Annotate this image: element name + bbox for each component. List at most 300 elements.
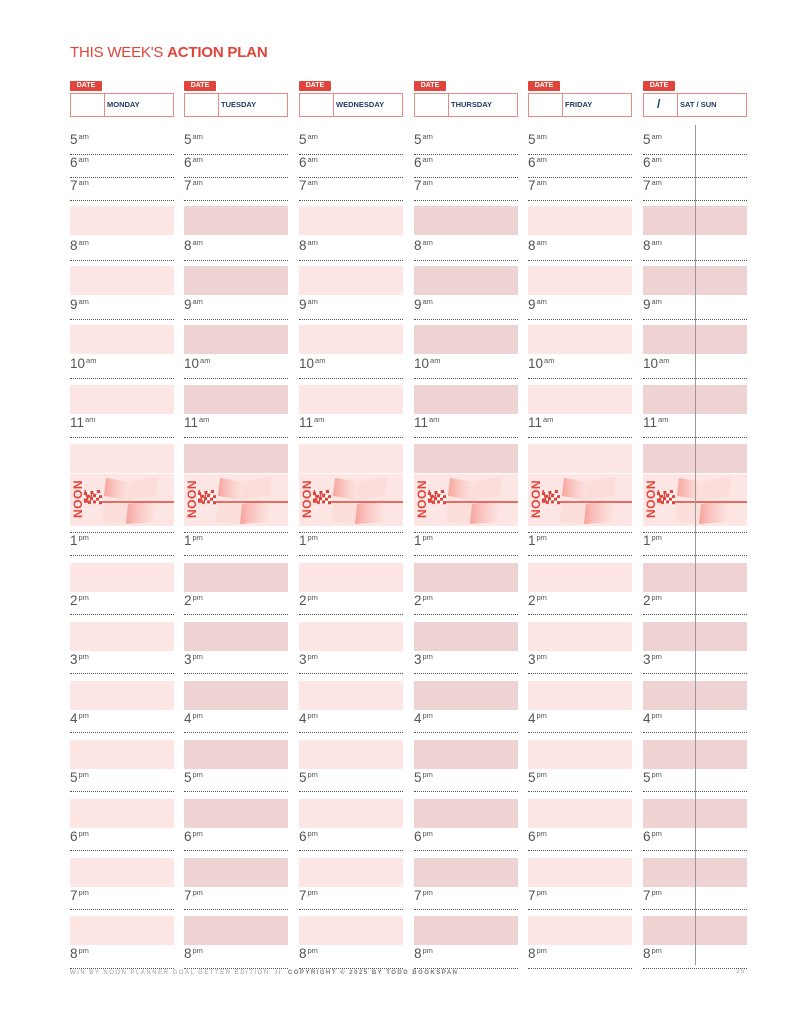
dotted-divider [528, 319, 632, 320]
hour-suffix: pm [651, 711, 662, 720]
hour-suffix: pm [536, 888, 547, 897]
time-slot[interactable] [528, 266, 632, 295]
date-box-divider [562, 94, 563, 116]
hour-suffix: pm [192, 946, 203, 955]
dotted-divider [184, 968, 288, 969]
page-number: 25 [736, 968, 746, 975]
time-slot[interactable] [70, 266, 174, 295]
hour-number: 6 [643, 829, 651, 844]
time-slot[interactable] [528, 740, 632, 769]
hour-label [299, 946, 318, 962]
hour-suffix: pm [536, 946, 547, 955]
hour-number: 5 [70, 770, 78, 785]
dotted-divider [528, 791, 632, 792]
dotted-divider [414, 555, 518, 556]
time-slot[interactable] [70, 622, 174, 651]
hour-number: 9 [299, 297, 307, 312]
hour-suffix: pm [536, 829, 547, 838]
time-slot[interactable] [184, 681, 288, 710]
hour-suffix: am [422, 155, 433, 164]
hour-label [184, 533, 203, 549]
time-slot[interactable] [414, 858, 518, 887]
hour-label [299, 356, 325, 372]
hour-label [299, 155, 318, 171]
hour-number: 2 [414, 593, 422, 608]
time-slot[interactable] [528, 858, 632, 887]
hour-suffix: pm [422, 946, 433, 955]
hour-label [299, 829, 318, 845]
hour-suffix: pm [536, 711, 547, 720]
hour-number: 2 [643, 593, 651, 608]
hour-number: 9 [528, 297, 536, 312]
hour-number: 10 [70, 356, 86, 371]
hour-number: 11 [643, 415, 658, 430]
time-slot[interactable] [299, 385, 403, 414]
dotted-divider [299, 378, 403, 379]
hour-number: 5 [414, 770, 422, 785]
date-input-box[interactable] [528, 93, 632, 117]
hour-number: 10 [184, 356, 200, 371]
date-tag: DATE [70, 81, 102, 91]
day-name: MONDAY [107, 100, 140, 109]
time-slot[interactable] [184, 444, 288, 473]
hour-suffix: am [200, 356, 211, 365]
time-slot[interactable] [299, 622, 403, 651]
time-slot[interactable] [414, 206, 518, 235]
hour-number: 6 [70, 155, 78, 170]
hour-label [414, 178, 433, 194]
day-column [414, 0, 518, 1000]
time-slot[interactable] [184, 622, 288, 651]
hour-suffix: pm [78, 593, 89, 602]
hour-suffix: am [658, 415, 669, 424]
dotted-divider [414, 968, 518, 969]
noon-marker [70, 474, 174, 526]
hour-suffix: am [307, 178, 318, 187]
time-slot[interactable] [184, 266, 288, 295]
dotted-divider [70, 850, 174, 851]
time-slot[interactable] [70, 916, 174, 945]
time-slot[interactable] [528, 385, 632, 414]
hour-label [643, 132, 662, 148]
hour-suffix: pm [651, 946, 662, 955]
date-input-box[interactable] [414, 93, 518, 117]
hour-suffix: pm [651, 770, 662, 779]
hour-label [184, 356, 210, 372]
hour-number: 10 [528, 356, 544, 371]
hour-label [643, 652, 662, 668]
date-input-box[interactable] [70, 93, 174, 117]
time-slot[interactable] [299, 681, 403, 710]
time-slot[interactable] [184, 799, 288, 828]
hour-number: 1 [184, 533, 192, 548]
hour-number: 7 [184, 178, 192, 193]
hour-label [70, 356, 96, 372]
dotted-divider [414, 909, 518, 910]
hour-number: 5 [528, 770, 536, 785]
date-box-divider [104, 94, 105, 116]
hour-label [528, 178, 547, 194]
hour-number: 8 [299, 238, 307, 253]
time-slot[interactable] [528, 622, 632, 651]
date-input-box[interactable] [299, 93, 403, 117]
checkered-flag-icon [528, 474, 632, 526]
hour-number: 7 [299, 178, 307, 193]
hour-label [299, 533, 318, 549]
hour-label [528, 770, 547, 786]
time-slot[interactable] [414, 799, 518, 828]
dotted-divider [184, 850, 288, 851]
hour-suffix: am [307, 238, 318, 247]
hour-suffix: pm [192, 711, 203, 720]
hour-number: 4 [184, 711, 192, 726]
date-tag: DATE [184, 81, 216, 91]
hour-suffix: pm [422, 652, 433, 661]
date-box-divider [218, 94, 219, 116]
hour-label [414, 297, 433, 313]
hour-number: 3 [299, 652, 307, 667]
day-name: TUESDAY [221, 100, 257, 109]
hour-number: 4 [528, 711, 536, 726]
day-name: SAT / SUN [680, 100, 717, 109]
time-slot[interactable] [414, 444, 518, 473]
hour-label [643, 533, 662, 549]
time-slot[interactable] [299, 858, 403, 887]
time-slot[interactable] [184, 563, 288, 592]
dotted-divider [528, 968, 632, 969]
hour-suffix: pm [307, 770, 318, 779]
time-slot[interactable] [528, 799, 632, 828]
hour-number: 2 [528, 593, 536, 608]
hour-suffix: pm [307, 829, 318, 838]
hour-number: 11 [70, 415, 85, 430]
hour-label [70, 888, 89, 904]
date-box-divider [333, 94, 334, 116]
hour-label [528, 593, 547, 609]
page-title-bold: ACTION PLAN [167, 44, 268, 61]
dotted-divider [299, 909, 403, 910]
hour-suffix: pm [307, 946, 318, 955]
time-slot[interactable] [184, 206, 288, 235]
hour-number: 6 [70, 829, 78, 844]
dotted-divider [528, 260, 632, 261]
time-slot[interactable] [528, 681, 632, 710]
hour-label [70, 155, 89, 171]
hour-label [184, 415, 209, 431]
dotted-divider [299, 260, 403, 261]
time-slot[interactable] [70, 681, 174, 710]
hour-suffix: pm [307, 533, 318, 542]
day-column [70, 0, 174, 1000]
hour-suffix: pm [78, 829, 89, 838]
dotted-divider [70, 437, 174, 438]
hour-suffix: am [659, 356, 670, 365]
hour-suffix: pm [192, 593, 203, 602]
dotted-divider [299, 319, 403, 320]
time-slot[interactable] [184, 325, 288, 354]
time-slot[interactable] [414, 622, 518, 651]
time-slot[interactable] [528, 325, 632, 354]
time-slot[interactable] [299, 916, 403, 945]
hour-suffix: pm [192, 652, 203, 661]
hour-suffix: am [78, 297, 89, 306]
hour-label [528, 155, 547, 171]
hour-label [414, 155, 433, 171]
hour-label [414, 652, 433, 668]
dotted-divider [299, 968, 403, 969]
hour-label [528, 297, 547, 313]
hour-number: 5 [528, 132, 536, 147]
hour-number: 4 [70, 711, 78, 726]
hour-suffix: pm [651, 652, 662, 661]
dotted-divider [414, 260, 518, 261]
hour-label [299, 415, 324, 431]
noon-label: NOON [185, 480, 199, 518]
dotted-divider [414, 614, 518, 615]
hour-number: 1 [70, 533, 78, 548]
time-slot[interactable] [299, 266, 403, 295]
dotted-divider [299, 791, 403, 792]
hour-label [70, 770, 89, 786]
hour-number: 7 [414, 888, 422, 903]
hour-number: 8 [184, 238, 192, 253]
hour-suffix: am [78, 132, 89, 141]
time-slot[interactable] [299, 740, 403, 769]
time-slot[interactable] [414, 916, 518, 945]
time-slot[interactable] [528, 563, 632, 592]
hour-label [299, 238, 318, 254]
dotted-divider [70, 909, 174, 910]
time-slot[interactable] [414, 740, 518, 769]
time-slot[interactable] [299, 799, 403, 828]
hour-number: 7 [643, 888, 651, 903]
time-slot[interactable] [70, 444, 174, 473]
dotted-divider [70, 200, 174, 201]
time-slot[interactable] [70, 858, 174, 887]
dotted-divider [184, 673, 288, 674]
hour-number: 10 [414, 356, 430, 371]
hour-label [414, 593, 433, 609]
hour-number: 5 [299, 132, 307, 147]
hour-suffix: pm [422, 888, 433, 897]
time-slot[interactable] [70, 740, 174, 769]
hour-number: 6 [184, 155, 192, 170]
hour-suffix: am [85, 415, 96, 424]
time-slot[interactable] [528, 444, 632, 473]
time-slot[interactable] [184, 385, 288, 414]
hour-label [299, 770, 318, 786]
hour-number: 6 [414, 155, 422, 170]
dotted-divider [299, 732, 403, 733]
hour-label [414, 888, 433, 904]
dotted-divider [184, 909, 288, 910]
hour-suffix: am [192, 297, 203, 306]
hour-number: 6 [528, 829, 536, 844]
hour-label [184, 238, 203, 254]
dotted-divider [414, 791, 518, 792]
dotted-divider [70, 732, 174, 733]
hour-label [414, 356, 440, 372]
hour-number: 9 [414, 297, 422, 312]
time-slot[interactable] [414, 325, 518, 354]
time-slot[interactable] [299, 206, 403, 235]
dotted-divider [414, 378, 518, 379]
hour-suffix: am [192, 178, 203, 187]
hour-label [70, 829, 89, 845]
hour-label [184, 297, 203, 313]
hour-label [299, 593, 318, 609]
hour-suffix: pm [422, 533, 433, 542]
time-slot[interactable] [299, 325, 403, 354]
dotted-divider [414, 319, 518, 320]
dotted-divider [528, 850, 632, 851]
hour-number: 3 [643, 652, 651, 667]
hour-suffix: pm [78, 652, 89, 661]
dotted-divider [70, 319, 174, 320]
dotted-divider [414, 850, 518, 851]
hour-label [528, 533, 547, 549]
hour-number: 11 [299, 415, 314, 430]
hour-label [299, 178, 318, 194]
hour-label [528, 711, 547, 727]
hour-label [643, 415, 668, 431]
hour-number: 8 [70, 238, 78, 253]
hour-suffix: pm [307, 888, 318, 897]
hour-suffix: am [78, 238, 89, 247]
hour-suffix: pm [307, 711, 318, 720]
hour-suffix: pm [651, 829, 662, 838]
noon-marker [299, 474, 403, 526]
dotted-divider [184, 319, 288, 320]
hour-suffix: pm [536, 652, 547, 661]
weekend-split-line [695, 125, 696, 965]
hour-number: 3 [528, 652, 536, 667]
dotted-divider [70, 260, 174, 261]
hour-number: 6 [528, 155, 536, 170]
hour-number: 3 [70, 652, 78, 667]
hour-label [299, 888, 318, 904]
hour-label [414, 829, 433, 845]
checkered-flag-icon [414, 474, 518, 526]
hour-label [70, 132, 89, 148]
hour-suffix: am [192, 238, 203, 247]
hour-label [528, 356, 554, 372]
hour-label [528, 652, 547, 668]
time-slot[interactable] [70, 325, 174, 354]
time-slot[interactable] [414, 563, 518, 592]
hour-label [528, 888, 547, 904]
hour-suffix: pm [536, 593, 547, 602]
day-column [184, 0, 288, 1000]
date-input-box[interactable] [643, 93, 747, 117]
hour-suffix: pm [78, 533, 89, 542]
time-slot[interactable] [414, 266, 518, 295]
checkered-flag-icon [299, 474, 403, 526]
hour-label [70, 946, 89, 962]
hour-number: 5 [643, 132, 651, 147]
hour-number: 6 [643, 155, 651, 170]
dotted-divider [299, 555, 403, 556]
dotted-divider [184, 437, 288, 438]
hour-number: 4 [299, 711, 307, 726]
time-slot[interactable] [414, 385, 518, 414]
time-slot[interactable] [70, 385, 174, 414]
time-slot[interactable] [184, 858, 288, 887]
hour-number: 7 [299, 888, 307, 903]
hour-suffix: am [536, 155, 547, 164]
day-name: THURSDAY [451, 100, 492, 109]
hour-number: 10 [643, 356, 659, 371]
time-slot[interactable] [299, 444, 403, 473]
time-slot[interactable] [70, 563, 174, 592]
dotted-divider [528, 437, 632, 438]
time-slot[interactable] [184, 740, 288, 769]
hour-suffix: am [192, 155, 203, 164]
hour-number: 2 [299, 593, 307, 608]
time-slot[interactable] [70, 206, 174, 235]
hour-number: 2 [70, 593, 78, 608]
hour-label [70, 711, 89, 727]
hour-label [414, 238, 433, 254]
hour-number: 1 [528, 533, 536, 548]
hour-number: 5 [414, 132, 422, 147]
hour-label [70, 415, 95, 431]
hour-label [70, 652, 89, 668]
hour-suffix: am [422, 238, 433, 247]
hour-suffix: pm [192, 829, 203, 838]
dotted-divider [528, 909, 632, 910]
hour-label [184, 155, 203, 171]
hour-number: 8 [414, 946, 422, 961]
time-slot[interactable] [184, 916, 288, 945]
hour-suffix: am [544, 356, 555, 365]
date-slash: / [657, 97, 661, 111]
hour-suffix: pm [536, 770, 547, 779]
hour-label [643, 593, 662, 609]
time-slot[interactable] [414, 681, 518, 710]
hour-label [643, 888, 662, 904]
hour-suffix: pm [651, 593, 662, 602]
checkered-flag-icon [70, 474, 174, 526]
dotted-divider [528, 732, 632, 733]
hour-label [643, 946, 662, 962]
noon-label: NOON [300, 480, 314, 518]
hour-label [414, 770, 433, 786]
date-input-box[interactable] [184, 93, 288, 117]
hour-label [70, 593, 89, 609]
hour-label [299, 132, 318, 148]
time-slot[interactable] [299, 563, 403, 592]
dotted-divider [299, 850, 403, 851]
time-slot[interactable] [70, 799, 174, 828]
hour-suffix: pm [307, 652, 318, 661]
hour-suffix: am [422, 132, 433, 141]
hour-suffix: am [543, 415, 554, 424]
hour-label [70, 178, 89, 194]
time-slot[interactable] [528, 916, 632, 945]
time-slot[interactable] [528, 206, 632, 235]
hour-number: 11 [184, 415, 199, 430]
hour-suffix: am [536, 238, 547, 247]
hour-suffix: am [430, 356, 441, 365]
dotted-divider [528, 614, 632, 615]
hour-number: 6 [299, 829, 307, 844]
hour-suffix: am [199, 415, 210, 424]
hour-label [70, 297, 89, 313]
dotted-divider [299, 437, 403, 438]
dotted-divider [299, 673, 403, 674]
day-column [299, 0, 403, 1000]
